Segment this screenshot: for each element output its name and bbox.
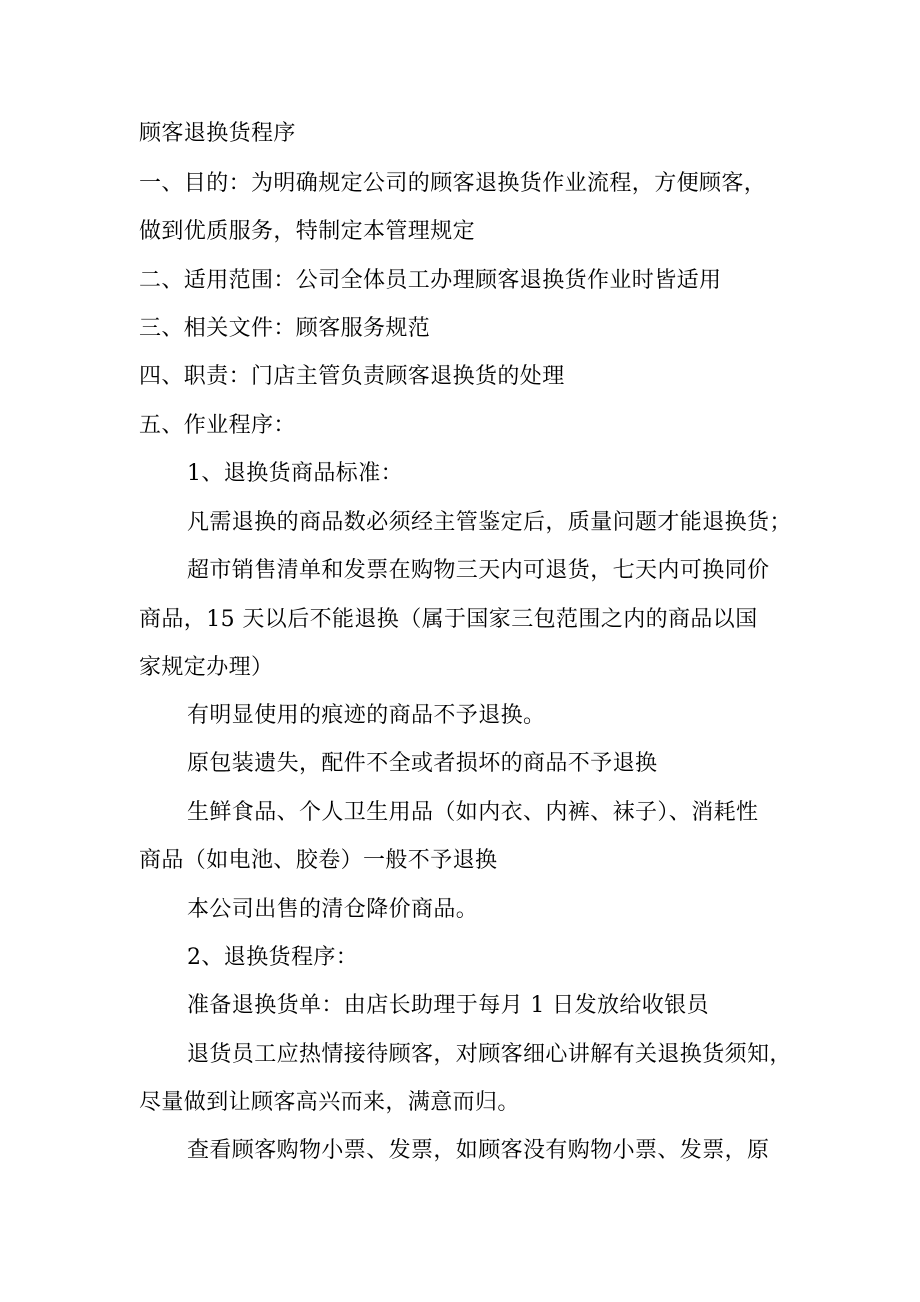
paragraph-line: 有明显使用的痕迹的商品不予退换。 — [187, 703, 546, 728]
subsection-heading: 2、退换货程序： — [187, 945, 359, 970]
paragraph-line: 一、目的：为明确规定公司的顾客退换货作业流程，方便顾客， — [139, 171, 767, 196]
document-title: 顾客退换货程序 — [139, 121, 296, 146]
paragraph-line: 超市销售清单和发票在购物三天内可退货，七天内可换同价 — [187, 558, 770, 583]
paragraph-line: 准备退换货单：由店长助理于每月 1 日发放给收银员 — [187, 993, 709, 1018]
paragraph-line: 商品（如电池、胶卷）一般不予退换 — [139, 848, 498, 873]
section-heading: 五、作业程序： — [139, 413, 296, 438]
paragraph-line: 做到优质服务，特制定本管理规定 — [139, 219, 476, 244]
paragraph-line: 尽量做到让顾客高兴而来，满意而归。 — [139, 1090, 520, 1115]
paragraph-line: 凡需退换的商品数必须经主管鉴定后，质量问题才能退换货； — [187, 510, 792, 535]
paragraph-line: 商品，15 天以后不能退换（属于国家三包范围之内的商品以国 — [139, 607, 758, 632]
paragraph-line: 二、适用范围：公司全体员工办理顾客退换货作业时皆适用 — [139, 268, 722, 293]
paragraph-line: 家规定办理） — [139, 655, 274, 680]
paragraph-line: 生鲜食品、个人卫生用品（如内衣、内裤、袜子）、消耗性 — [187, 800, 759, 825]
paragraph-line: 三、相关文件：顾客服务规范 — [139, 316, 431, 341]
paragraph-line: 查看顾客购物小票、发票，如顾客没有购物小票、发票，原 — [187, 1138, 770, 1163]
paragraph-line: 四、职责：门店主管负责顾客退换货的处理 — [139, 364, 565, 389]
paragraph-line: 退货员工应热情接待顾客，对顾客细心讲解有关退换货须知， — [187, 1042, 792, 1067]
subsection-heading: 1、退换货商品标准： — [187, 461, 403, 486]
paragraph-line: 原包装遗失，配件不全或者损坏的商品不予退换 — [187, 751, 658, 776]
paragraph-line: 本公司出售的清仓降价商品。 — [187, 897, 479, 922]
